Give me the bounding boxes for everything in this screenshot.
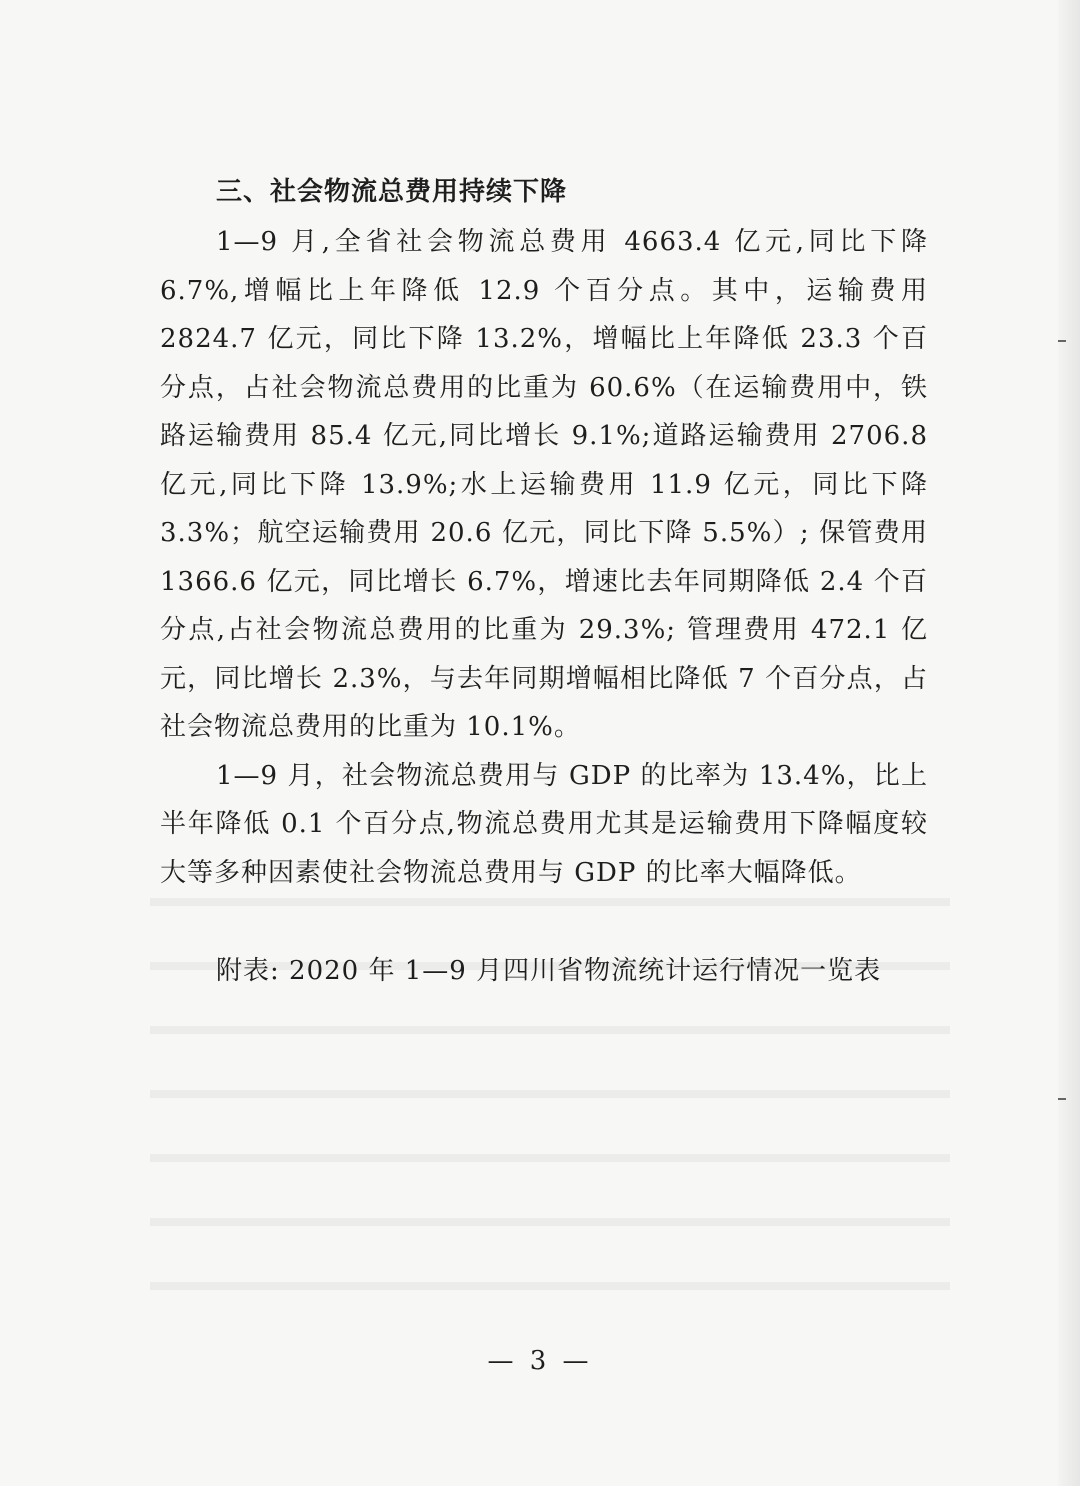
edge-mark	[1058, 340, 1066, 342]
page-edge	[1058, 0, 1080, 1486]
page-number: — 3 —	[487, 1346, 593, 1376]
paragraph-logistics-cost: 1—9 月,全省社会物流总费用 4663.4 亿元,同比下降 6.7%,增幅比上年降低 12.9 个百分点。其中，运输费用 2824.7 亿元，同比下降 13.2%，增幅比上年降低 23.3 个百分点，占社会物流总费用的比重为 60.6%（在运输费用中，铁路运输费用 85.4 亿元,同比增长 9.1%;道路运输费用 2706.8 亿元,同比下降 13.9%;水上运输费用 11.9 亿元，同比下降 3.3%；航空运输费用 20.6 亿元，同比下降 5.5%）; 保管费用 1366.6 亿元，同比增长 6.7%，增速比去年同期降低 2.4 个百分点,占社会物流总费用的比重为 29.3%; 管理费用 472.1 亿元，同比增长 2.3%，与去年同期增幅相比降低 7 个百分点，占社会物流总费用的比重为 10.1%。	[160, 227, 928, 742]
paragraph-gdp-ratio: 1—9 月，社会物流总费用与 GDP 的比率为 13.4%，比上半年降低 0.1 个百分点,物流总费用尤其是运输费用下降幅度较大等多种因素使社会物流总费用与 GDP 的比率大幅降低。	[160, 760, 928, 888]
edge-mark	[1058, 1098, 1066, 1100]
document-body	[160, 168, 928, 995]
section-heading: 三、社会物流总费用持续下降	[216, 177, 568, 207]
appendix-note: 附表: 2020 年 1—9 月四川省物流统计运行情况一览表	[216, 956, 882, 986]
